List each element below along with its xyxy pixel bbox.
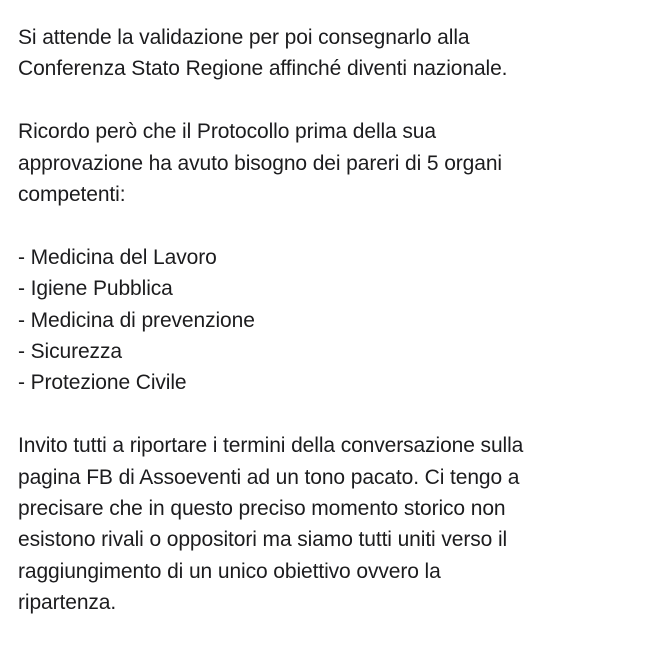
text-line: approvazione ha avuto bisogno dei pareri di 5 organi [18,151,502,175]
paragraph-invitation [18,430,638,618]
text-line: esistono rivali o oppositori ma siamo tutti uniti verso il [18,528,508,552]
list-item: - Igiene Pubblica [18,277,173,301]
text-line: competenti: [18,183,126,207]
list-item: - Medicina del Lavoro [18,245,217,269]
text-line: precisare che in questo preciso momento storico non [18,497,506,521]
paragraph-protocol [18,116,638,210]
text-line: raggiungimento di un unico obiettivo ovvero la [18,559,441,583]
text-line: Ricordo però che il Protocollo prima della sua [18,120,436,144]
text-line: Invito tutti a riportare i termini della conversazione sulla [18,434,524,458]
text-line: ripartenza. [18,591,117,615]
list-item: - Medicina di prevenzione [18,308,255,332]
text-line: Conferenza Stato Regione affinché diventi nazionale. [18,57,508,81]
text-line: Si attende la validazione per poi consegnarlo alla [18,26,470,49]
paragraph-validation [18,22,638,85]
list-item: - Sicurezza [18,340,122,364]
text-line: pagina FB di Assoeventi ad un tono pacato. Ci tengo a [18,465,520,489]
post-body [18,22,638,650]
organs-list [18,242,638,399]
list-item: - Protezione Civile [18,371,187,395]
